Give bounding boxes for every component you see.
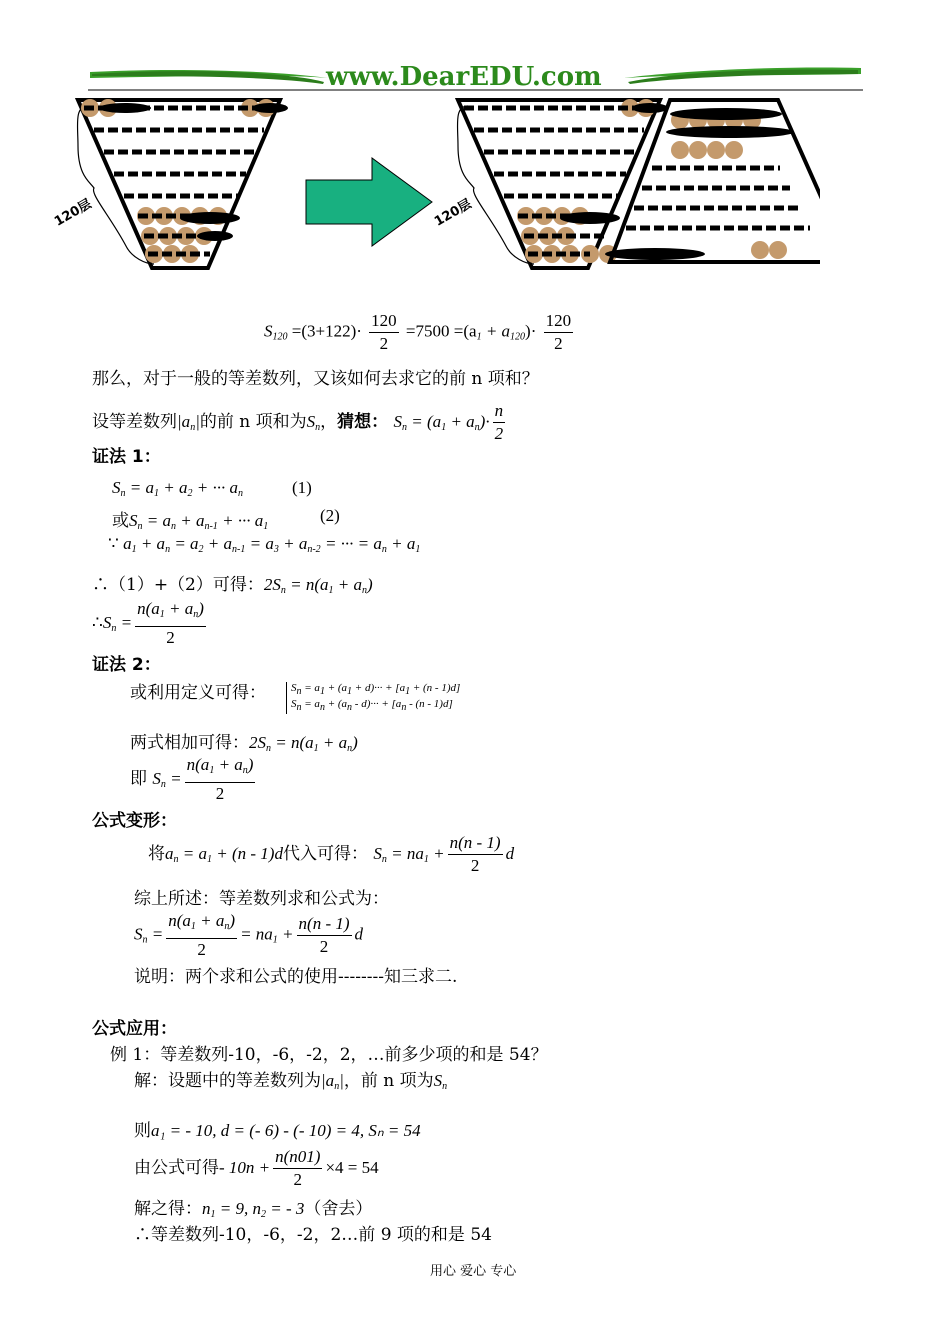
left-trapezoid bbox=[77, 99, 288, 268]
right-figure-label: 120层 bbox=[431, 196, 475, 230]
transform-summary: 综上所述：等差数列求和公式为： bbox=[134, 889, 389, 909]
example-1: 例 1：等差数列-10，-6，-2，2，…前多少项的和是 54？ bbox=[110, 1045, 548, 1065]
proof2-def: 或利用定义可得： bbox=[130, 683, 266, 703]
proof1-eq1: $S_n = a_1 + a_2$ + ··· $a_n$ bbox=[112, 478, 243, 499]
transform-line: 将$a_n = a_1 + (n - 1)d$代入可得： $S_n = na_1$ + $\frac{n(n - 1)}{2}$ d bbox=[148, 833, 515, 875]
solve-line: 解之得：$n_1 = 9$, $n_2$ = - 3（舍去） bbox=[134, 1199, 373, 1220]
application-title: 公式应用： bbox=[92, 1019, 177, 1039]
proof2-add: 两式相加可得：$2S_n = n(a_1 + a_n)$ bbox=[130, 733, 358, 754]
proof1-title: 证法 1： bbox=[92, 447, 161, 467]
proof1-eq2-label: (2) bbox=[320, 506, 340, 525]
proof1-sum-line: ∴（1）+（2）可得：$2S_n = n(a_1 + a_n)$ bbox=[92, 575, 373, 596]
transform-note: 说明：两个求和公式的使用--------知三求二. bbox=[134, 967, 458, 987]
question-line-1: 那么，对于一般的等差数列，又该如何去求它的前 n 项和？ bbox=[92, 369, 539, 389]
right-arrow-icon bbox=[306, 158, 432, 246]
proof1-result: $\therefore S_n$ = $\frac{n(a_1 + a_n)}{2}$ bbox=[92, 599, 204, 647]
s120-formula: $S_{120} =(3+122)\cdot$ $\frac{120}{2}$ $=7500 =(a_1 + a_{120})\cdot$ $\frac{120}{2}$ bbox=[264, 311, 572, 353]
footer-text: 用心 爱心 专心 bbox=[430, 1264, 517, 1279]
conclusion-line: ∴等差数列-10，-6，-2，2…前 9 项的和是 54 bbox=[134, 1225, 492, 1245]
transform-title: 公式变形： bbox=[92, 811, 177, 831]
right-trapezoid bbox=[457, 99, 820, 268]
proof2-title: 证法 2： bbox=[92, 655, 161, 675]
site-logo-text: www.DearEDU.com bbox=[326, 62, 602, 92]
proof1-eq3: ∵ $a_1 + a_n = a_2 + a_{n-1} = a_3 + a_{n-2}$ = ··· = $a_n + a_1$ bbox=[108, 534, 421, 555]
proof2-system: $S_n = a_1 + (a_1 + d)\cdot\cdot\cdot + [a_1 + (n - 1)d]$ $S_n = a_n + (a_n - d)\cdot\cdot\cdot + [a_n - (n - 1)d]$ bbox=[286, 682, 460, 714]
given-line: 则a₁ = - 10, d = (- 6) - (- 10) = 4, Sₙ = 54 bbox=[134, 1121, 421, 1141]
question-line-2: 设等差数列$|a_n|$的前 n 项和为$S_n$，猜想： $S_n = (a_1 + a_n)\cdot$ $\frac{n}{2}$ bbox=[92, 401, 504, 443]
proof1-eq1-label: (1) bbox=[292, 478, 312, 497]
header-banner bbox=[88, 60, 863, 96]
proof1-eq2: 或$S_n = a_n + a_{n-1}$ + ··· $a_1$ bbox=[112, 511, 269, 532]
solution-line: 解：设题中的等差数列为$|a_n|$，前 n 项为$S_n$ bbox=[134, 1071, 448, 1092]
proof2-result: 即 $S_n$ = $\frac{n(a_1 + a_n)}{2}$ bbox=[130, 755, 254, 803]
left-figure-label: 120层 bbox=[51, 196, 95, 230]
pipe-stack-figure bbox=[50, 96, 820, 276]
formula-substitute: 由公式可得- 10n + $\frac{n(n01)}{2}$ ×4 = 54 bbox=[134, 1147, 379, 1189]
transform-formula: $S_n$ = $\frac{n(a_1 + a_n)}{2}$ = $na_1$ + $\frac{n(n - 1)}{2}$ d bbox=[134, 911, 364, 959]
